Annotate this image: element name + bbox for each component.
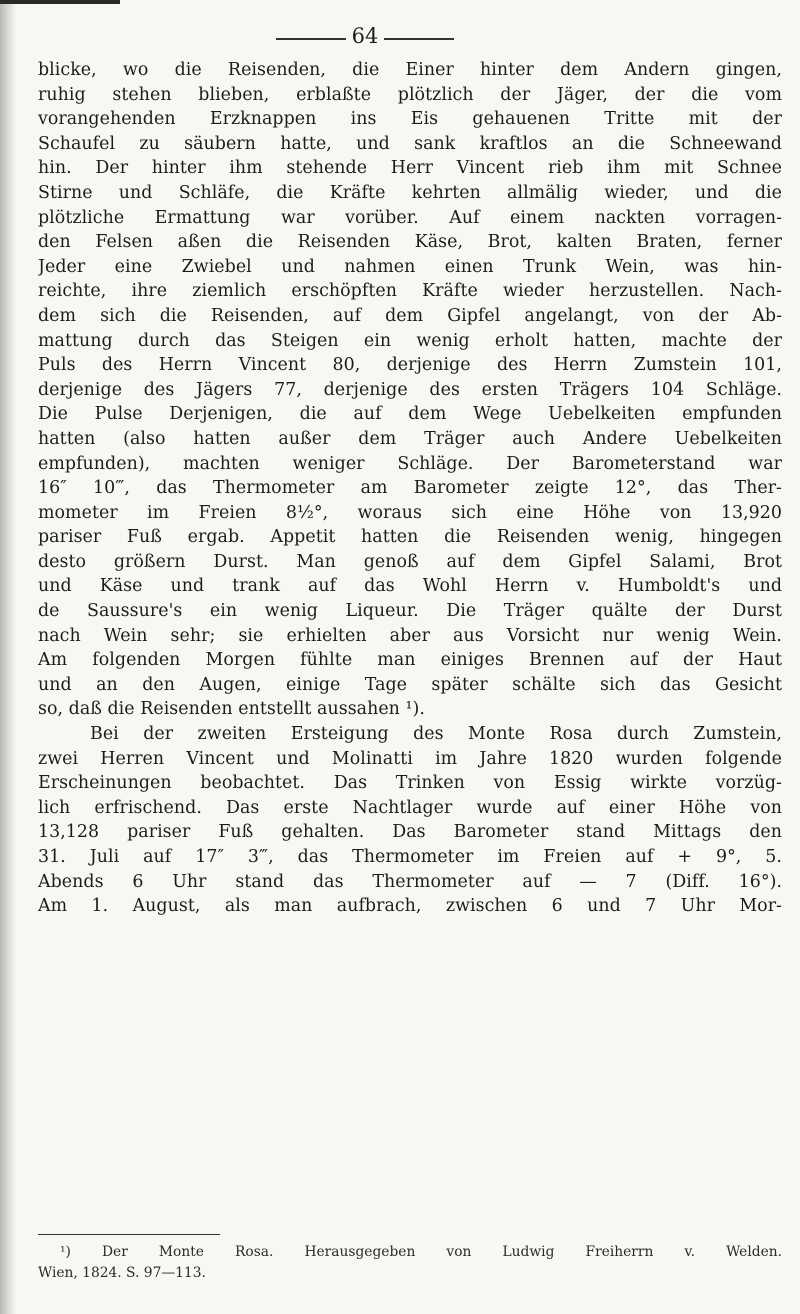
text-line: dem sich die Reisenden, auf dem Gipfel angelangt, von der Ab-	[38, 305, 782, 326]
text-line: derjenige des Jägers 77, derjenige des ersten Trägers 104 Schläge.	[38, 379, 782, 400]
text-line: 16″ 10‴, das Thermometer am Barometer zeigte 12°, das Ther-	[38, 478, 782, 499]
paragraph-2	[38, 722, 782, 919]
text-line: hin. Der hinter ihm stehende Herr Vincent rieb ihm mit Schnee	[38, 158, 782, 179]
header-rule-left	[276, 38, 346, 40]
text-line: und Käse und trank auf das Wohl Herrn v. Humboldt's und	[38, 576, 782, 597]
text-line: Die Pulse Derjenigen, die auf dem Wege Uebelkeiten empfunden	[38, 404, 782, 425]
text-line: hatten (also hatten außer dem Träger auch Andere Uebelkeiten	[38, 428, 782, 449]
text-line: zwei Herren Vincent und Molinatti im Jahre 1820 wurden folgende	[38, 748, 782, 769]
text-line: Erscheinungen beobachtet. Das Trinken von Essig wirkte vorzüg-	[38, 773, 782, 794]
footnotes	[38, 1242, 782, 1284]
text-line: Am 1. August, als man aufbrach, zwischen 6 und 7 Uhr Mor-	[38, 896, 782, 917]
text-line: vorangehenden Erzknappen ins Eis gehauenen Tritte mit der	[38, 109, 782, 130]
body-text	[38, 58, 782, 919]
text-line: Schaufel zu säubern hatte, und sank kraftlos an die Schneewand	[38, 133, 782, 154]
text-line: Stirne und Schläfe, die Kräfte kehrten allmälig wieder, und die	[38, 182, 782, 203]
text-line: pariser Fuß ergab. Appetit hatten die Reisenden wenig, hingegen	[38, 527, 782, 548]
text-line: desto größern Durst. Man genoß auf dem Gipfel Salami, Brot	[38, 551, 782, 572]
binding-shadow	[0, 0, 16, 1314]
text-line: so, daß die Reisenden entstellt aussahen ¹).	[38, 699, 425, 720]
text-line: den Felsen aßen die Reisenden Käse, Brot, kalten Braten, ferner	[38, 232, 782, 253]
footnote-divider	[38, 1234, 220, 1235]
page-header	[0, 24, 800, 54]
text-line: Am folgenden Morgen fühlte man einiges Brennen auf der Haut	[38, 650, 782, 671]
text-line: 31. Juli auf 17″ 3‴, das Thermometer im Freien auf + 9°, 5.	[38, 847, 782, 867]
text-line: plötzliche Ermattung war vorüber. Auf einem nackten vorragen-	[38, 207, 782, 228]
text-line: mometer im Freien 8½°, woraus sich eine Höhe von 13,920	[38, 502, 782, 523]
text-line: Jeder eine Zwiebel und nahmen einen Trunk Wein, was hin-	[38, 256, 782, 277]
text-line: de Saussure's ein wenig Liqueur. Die Träger quälte der Durst	[38, 601, 782, 622]
text-line: Puls des Herrn Vincent 80, derjenige des Herrn Zumstein 101,	[38, 355, 782, 376]
text-line: und an den Augen, einige Tage später schälte sich das Gesicht	[38, 674, 782, 695]
text-line: blicke, wo die Reisenden, die Einer hinter dem Andern gingen,	[38, 60, 782, 80]
text-line: mattung durch das Steigen ein wenig erholt hatten, machte der	[38, 330, 782, 351]
text-line: lich erfrischend. Das erste Nachtlager wurde auf einer Höhe von	[38, 797, 782, 818]
header-rule-right	[384, 38, 454, 40]
text-line: ruhig stehen blieben, erblaßte plötzlich der Jäger, der die vom	[38, 84, 782, 105]
page-number: 64	[351, 24, 379, 48]
text-line: reichte, ihre ziemlich erschöpften Kräfte wieder herzustellen. Nach-	[38, 281, 782, 302]
text-line: nach Wein sehr; sie erhielten aber aus Vorsicht nur wenig Wein.	[38, 625, 782, 646]
paragraph-1	[38, 58, 782, 722]
scan-corner-mark	[0, 0, 120, 4]
text-line: Bei der zweiten Ersteigung des Monte Rosa durch Zumstein,	[90, 724, 782, 745]
text-line: Abends 6 Uhr stand das Thermometer auf — 7 (Diff. 16°).	[38, 871, 782, 892]
footnote-line: Wien, 1824. S. 97—113.	[38, 1265, 206, 1281]
text-line: empfunden), machten weniger Schläge. Der Barometerstand war	[38, 453, 782, 474]
text-line: 13,128 pariser Fuß gehalten. Das Barometer stand Mittags den	[38, 822, 782, 843]
footnote-line: ¹) Der Monte Rosa. Herausgegeben von Ludwig Freiherrn v. Welden.	[60, 1244, 782, 1260]
